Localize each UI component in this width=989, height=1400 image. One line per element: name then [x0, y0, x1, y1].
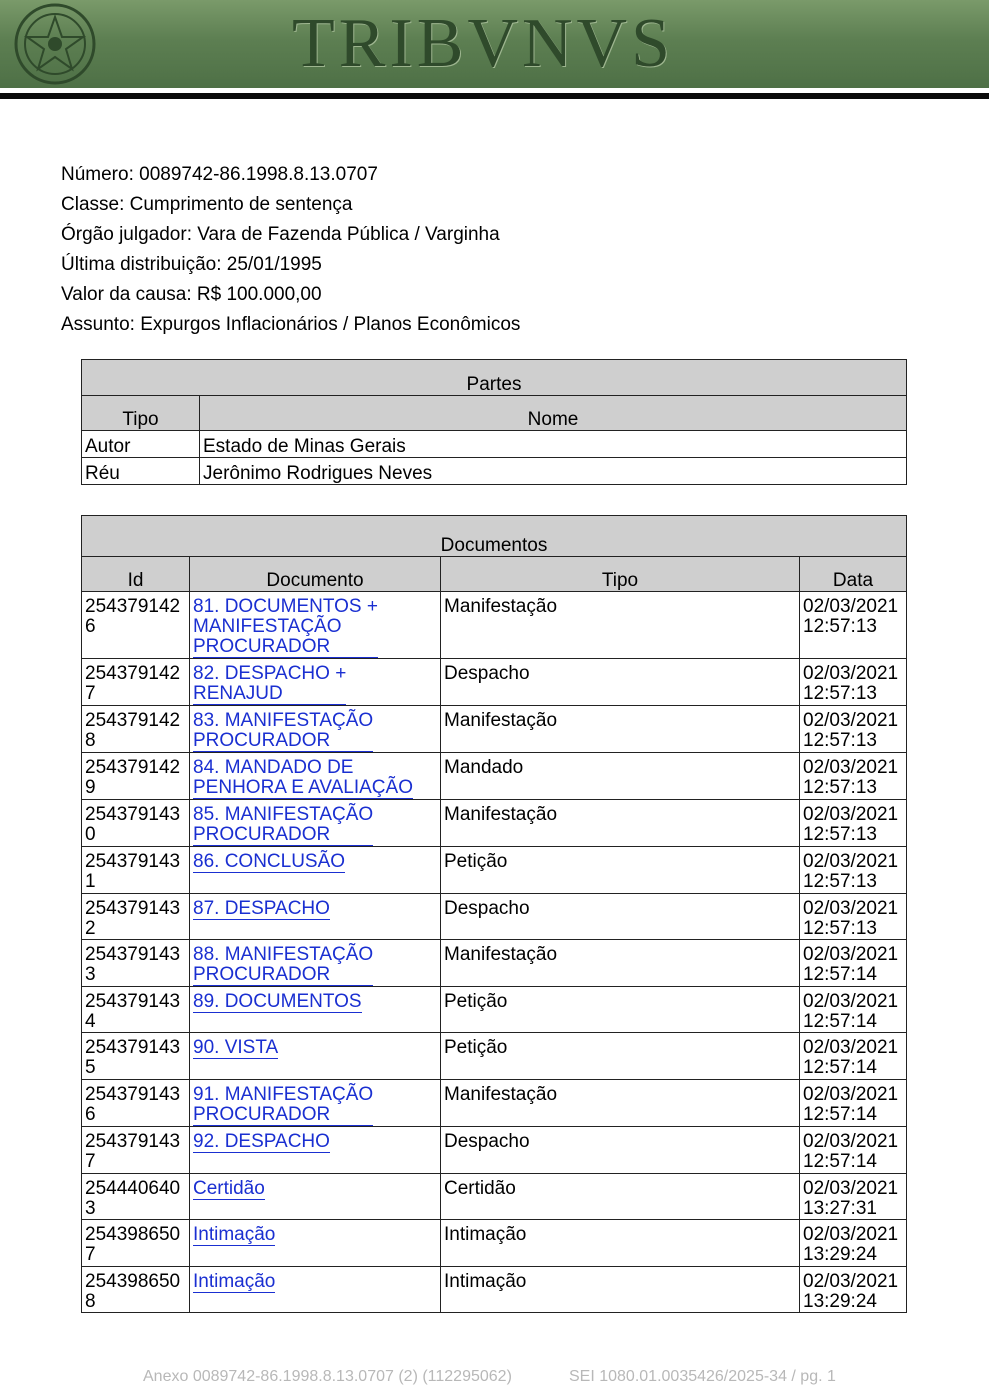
party-row [82, 431, 907, 458]
meta-distribuicao: Última distribuição: 25/01/1995 [61, 254, 322, 275]
document-link[interactable] [193, 1179, 265, 1200]
document-link-line: RENAJUD [193, 683, 283, 704]
document-cell [190, 847, 441, 894]
document-id [82, 1174, 190, 1220]
document-data [800, 847, 907, 894]
document-row [82, 1080, 907, 1127]
document-row [82, 894, 907, 940]
document-id-part: 8 [85, 730, 96, 751]
document-tipo: Manifestação [441, 940, 800, 987]
document-id-part: 8 [85, 1291, 96, 1312]
document-link-line: Intimação [193, 1224, 276, 1245]
document-id-part: 7 [85, 1244, 96, 1265]
document-date: 02/03/2021 [803, 1131, 899, 1152]
document-time: 12:57:13 [803, 918, 877, 939]
document-id [82, 1267, 190, 1313]
document-time: 12:57:14 [803, 964, 877, 985]
document-id-part: 254398650 [85, 1271, 181, 1292]
document-data [800, 659, 907, 706]
document-time: 12:57:13 [803, 683, 877, 704]
document-id-part: 6 [85, 616, 96, 637]
document-link-line: 85. MANIFESTAÇÃO [193, 804, 374, 825]
document-id-part: 254379143 [85, 851, 181, 872]
document-date: 02/03/2021 [803, 757, 899, 778]
document-tipo: Manifestação [441, 800, 800, 847]
parties-header-tipo: Tipo [82, 396, 200, 431]
document-row [82, 1220, 907, 1267]
document-date: 02/03/2021 [803, 596, 899, 617]
documents-table [81, 515, 907, 1313]
document-date: 02/03/2021 [803, 663, 899, 684]
brand-wordmark: TRIBVNVS [292, 5, 675, 82]
document-time: 12:57:13 [803, 871, 877, 892]
documents-header-id: Id [82, 557, 190, 592]
document-date: 02/03/2021 [803, 1037, 899, 1058]
document-id-part: 254379143 [85, 1084, 181, 1105]
document-id-part: 254398650 [85, 1224, 181, 1245]
document-tipo: Despacho [441, 659, 800, 706]
document-tipo: Despacho [441, 1127, 800, 1174]
document-cell [190, 800, 441, 847]
document-date: 02/03/2021 [803, 1178, 899, 1199]
document-cell [190, 987, 441, 1033]
document-id-part: 3 [85, 1198, 96, 1219]
document-id-part: 254379142 [85, 596, 181, 617]
document-date: 02/03/2021 [803, 991, 899, 1012]
document-id-part: 254379142 [85, 710, 181, 731]
document-link[interactable] [193, 597, 378, 658]
document-tipo: Petição [441, 1033, 800, 1080]
document-link-line: MANIFESTAÇÃO [193, 616, 342, 637]
document-link[interactable] [193, 805, 373, 846]
document-data [800, 1267, 907, 1313]
document-link[interactable] [193, 1038, 278, 1059]
document-link-line: 92. DESPACHO [193, 1131, 330, 1152]
document-id [82, 1080, 190, 1127]
document-id-part: 4 [85, 1011, 96, 1032]
document-link[interactable] [193, 1272, 275, 1293]
document-link-line: 87. DESPACHO [193, 898, 330, 919]
document-id [82, 659, 190, 706]
document-data [800, 894, 907, 940]
document-date: 02/03/2021 [803, 1084, 899, 1105]
document-time: 12:57:13 [803, 730, 877, 751]
party-row [82, 458, 907, 485]
document-link[interactable] [193, 1132, 330, 1153]
document-link[interactable] [193, 1225, 275, 1246]
document-row [82, 592, 907, 659]
document-row [82, 1174, 907, 1220]
party-nome: Jerônimo Rodrigues Neves [200, 458, 907, 485]
document-id-part: 254440640 [85, 1178, 181, 1199]
document-row [82, 706, 907, 753]
court-seal-icon [12, 3, 98, 85]
document-id [82, 1033, 190, 1080]
document-id [82, 1127, 190, 1174]
document-data [800, 1033, 907, 1080]
process-metadata [61, 160, 520, 340]
document-time: 13:27:31 [803, 1198, 877, 1219]
document-link-line: PROCURADOR [193, 1104, 331, 1125]
document-id-part: 3 [85, 964, 96, 985]
document-id [82, 940, 190, 987]
document-id-part: 254379143 [85, 1131, 181, 1152]
document-time: 13:29:24 [803, 1244, 877, 1265]
parties-title: Partes [82, 360, 907, 396]
document-id-part: 7 [85, 1151, 96, 1172]
footer-anexo: Anexo 0089742-86.1998.8.13.0707 (2) (112295062) [143, 1368, 512, 1385]
document-link[interactable] [193, 711, 373, 752]
document-link-line: PROCURADOR [193, 964, 331, 985]
document-tipo: Petição [441, 847, 800, 894]
parties-table [81, 359, 907, 485]
document-link-line: 83. MANIFESTAÇÃO [193, 710, 374, 731]
document-cell [190, 1267, 441, 1313]
document-id-part: 254379142 [85, 663, 181, 684]
document-row [82, 1033, 907, 1080]
document-link[interactable] [193, 852, 345, 873]
document-row [82, 1127, 907, 1174]
document-link-line: 84. MANDADO DE [193, 757, 354, 778]
document-cell [190, 1174, 441, 1220]
party-tipo: Réu [82, 458, 200, 485]
document-link-line: Intimação [193, 1271, 276, 1292]
document-date: 02/03/2021 [803, 944, 899, 965]
document-id-part: 254379143 [85, 898, 181, 919]
document-id-part: 254379143 [85, 991, 181, 1012]
party-tipo: Autor [82, 431, 200, 458]
document-tipo: Manifestação [441, 592, 800, 659]
document-time: 12:57:14 [803, 1104, 877, 1125]
document-cell [190, 706, 441, 753]
document-link-line: 91. MANIFESTAÇÃO [193, 1084, 374, 1105]
document-time: 12:57:14 [803, 1151, 877, 1172]
document-cell [190, 1127, 441, 1174]
document-data [800, 1127, 907, 1174]
document-id [82, 987, 190, 1033]
document-date: 02/03/2021 [803, 804, 899, 825]
document-link-line: PENHORA E AVALIAÇÃO [193, 777, 413, 798]
document-link-line: 82. DESPACHO + [193, 663, 347, 684]
document-link-line: PROCURADOR [193, 636, 331, 657]
document-row [82, 1267, 907, 1313]
document-tipo: Mandado [441, 753, 800, 800]
document-data [800, 987, 907, 1033]
documents-header-data: Data [800, 557, 907, 592]
document-data [800, 940, 907, 987]
document-row [82, 847, 907, 894]
document-link-line: 90. VISTA [193, 1037, 279, 1058]
document-link[interactable] [193, 758, 413, 799]
document-id-part: 254379142 [85, 757, 181, 778]
document-cell [190, 894, 441, 940]
document-id-part: 0 [85, 824, 96, 845]
document-link-line: 86. CONCLUSÃO [193, 851, 346, 872]
document-id [82, 706, 190, 753]
meta-valor: Valor da causa: R$ 100.000,00 [61, 284, 322, 305]
document-row [82, 987, 907, 1033]
document-time: 13:29:24 [803, 1291, 877, 1312]
document-row [82, 753, 907, 800]
document-time: 12:57:13 [803, 824, 877, 845]
document-id-part: 254379143 [85, 804, 181, 825]
document-tipo: Manifestação [441, 1080, 800, 1127]
document-id-part: 1 [85, 871, 96, 892]
header-banner [0, 0, 989, 88]
document-tipo: Petição [441, 987, 800, 1033]
meta-numero: Número: 0089742-86.1998.8.13.0707 [61, 164, 378, 185]
meta-assunto: Assunto: Expurgos Inflacionários / Planos Econômicos [61, 314, 521, 335]
document-cell [190, 1033, 441, 1080]
document-link[interactable] [193, 945, 373, 986]
document-cell [190, 753, 441, 800]
document-id-part: 2 [85, 918, 96, 939]
document-link-line: 88. MANIFESTAÇÃO [193, 944, 374, 965]
document-date: 02/03/2021 [803, 1224, 899, 1245]
document-time: 12:57:13 [803, 616, 877, 637]
document-cell [190, 940, 441, 987]
parties-header-nome: Nome [200, 396, 907, 431]
document-link-line: 81. DOCUMENTOS + [193, 596, 378, 617]
meta-orgao: Órgão julgador: Vara de Fazenda Pública / Varginha [61, 224, 500, 245]
document-tipo: Intimação [441, 1267, 800, 1313]
document-row [82, 800, 907, 847]
document-data [800, 706, 907, 753]
document-id [82, 1220, 190, 1267]
document-time: 12:57:14 [803, 1057, 877, 1078]
document-cell [190, 1220, 441, 1267]
document-date: 02/03/2021 [803, 851, 899, 872]
document-id [82, 847, 190, 894]
document-link-line: 89. DOCUMENTOS [193, 991, 362, 1012]
document-link[interactable] [193, 992, 362, 1013]
document-data [800, 753, 907, 800]
document-link[interactable] [193, 664, 346, 705]
document-id-part: 9 [85, 777, 96, 798]
document-time: 12:57:14 [803, 1011, 877, 1032]
document-data [800, 800, 907, 847]
party-nome: Estado de Minas Gerais [200, 431, 907, 458]
document-row [82, 940, 907, 987]
footer-sei: SEI 1080.01.0035426/2025-34 / pg. 1 [569, 1368, 836, 1385]
document-row [82, 659, 907, 706]
document-cell [190, 1080, 441, 1127]
document-id [82, 800, 190, 847]
documents-title: Documentos [82, 516, 907, 557]
documents-header-documento: Documento [190, 557, 441, 592]
document-data [800, 1220, 907, 1267]
document-date: 02/03/2021 [803, 710, 899, 731]
document-link-line: PROCURADOR [193, 730, 331, 751]
documents-header-tipo: Tipo [441, 557, 800, 592]
document-id-part: 254379143 [85, 1037, 181, 1058]
document-id-part: 7 [85, 683, 96, 704]
document-id [82, 592, 190, 659]
document-tipo: Manifestação [441, 706, 800, 753]
document-date: 02/03/2021 [803, 898, 899, 919]
document-id-part: 254379143 [85, 944, 181, 965]
document-tipo: Certidão [441, 1174, 800, 1220]
document-data [800, 592, 907, 659]
document-date: 02/03/2021 [803, 1271, 899, 1292]
document-id [82, 753, 190, 800]
document-link-line: Certidão [193, 1178, 265, 1199]
document-id-part: 6 [85, 1104, 96, 1125]
document-link[interactable] [193, 899, 330, 920]
document-data [800, 1174, 907, 1220]
document-link-line: PROCURADOR [193, 824, 331, 845]
meta-classe: Classe: Cumprimento de sentença [61, 194, 353, 215]
document-cell [190, 592, 441, 659]
document-tipo: Intimação [441, 1220, 800, 1267]
document-link[interactable] [193, 1085, 373, 1126]
document-time: 12:57:13 [803, 777, 877, 798]
document-cell [190, 659, 441, 706]
document-id [82, 894, 190, 940]
document-id-part: 5 [85, 1057, 96, 1078]
document-tipo: Despacho [441, 894, 800, 940]
header-divider [0, 93, 989, 99]
document-data [800, 1080, 907, 1127]
